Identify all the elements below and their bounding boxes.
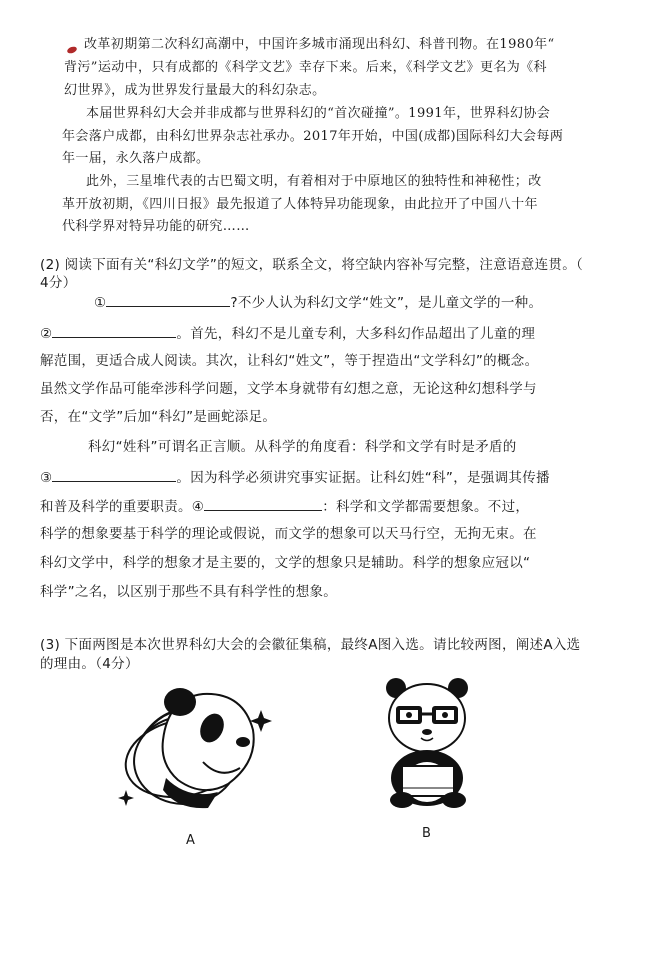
blank-4[interactable] bbox=[204, 496, 322, 511]
q2-line10: 科幻文学中，科学的想象才是主要的，文学的想象只是辅助。科学的想象应冠以“ bbox=[40, 555, 531, 571]
q2-line6: 科幻“姓科”可谓名正言顺。从科学的角度看：科学和文学有时是矛盾的 bbox=[88, 439, 517, 455]
blank-3-number: ③ bbox=[40, 470, 53, 486]
passage-p1-line3: 幻世界》，成为世界发行量最大的科幻杂志。 bbox=[64, 83, 326, 98]
blank-3[interactable] bbox=[52, 467, 176, 482]
blank-1[interactable] bbox=[106, 292, 230, 307]
q2-stem-line2: 4分） bbox=[40, 275, 77, 291]
q3-stem-line1: (3) 下面两图是本次世界科幻大会的会徽征集稿，最终A图入选。请比较两图，阐述A入选 bbox=[40, 637, 581, 653]
passage-p2-line3: 年一届，永久落户成都。 bbox=[62, 151, 210, 166]
q2-line7-text: 。因为科学必须讲究事实证据。让科幻姓“科”，是强调其传播 bbox=[176, 470, 550, 486]
blank-1-number: ① bbox=[94, 295, 107, 311]
passage-p2-line1: 本届世界科幻大会并非成都与世界科幻的“首次碰撞”。1991年，世界科幻协会 bbox=[86, 106, 551, 121]
passage-p3-line3: 代科学界对特异功能的研究…… bbox=[62, 219, 250, 234]
q2-line8 bbox=[40, 496, 529, 516]
blank-2-number: ② bbox=[40, 326, 53, 342]
passage-p1-line2: 背污”运动中，只有成都的《科学文艺》幸存下来。后来，《科学文艺》更名为《科 bbox=[64, 60, 547, 75]
figure-b-label: B bbox=[422, 826, 431, 841]
q2-line7 bbox=[40, 467, 550, 487]
q2-line8-before: 和普及科学的重要职责。④ bbox=[40, 499, 205, 515]
q2-line2 bbox=[40, 323, 535, 343]
passage-p3-line2: 革开放初期，《四川日报》最先报道了人体特异功能现象，由此拉开了中国八十年 bbox=[62, 197, 538, 212]
figure-b-panda-laptop bbox=[378, 674, 478, 812]
figure-a-panda-emblem bbox=[108, 680, 278, 820]
passage-p1-line1: 改革初期第二次科幻高潮中，中国许多城市涌现出科幻、科普刊物。在1980年“ bbox=[84, 37, 555, 52]
q2-line11: 科学”之名，以区别于那些不具有科学性的想象。 bbox=[40, 584, 338, 600]
q2-line1 bbox=[94, 292, 542, 312]
q2-line9: 科学的想象要基于科学的理论或假说，而文学的想象可以天马行空，无拘无束。在 bbox=[40, 526, 537, 542]
q2-line1-text: ?不少人认为科幻文学“姓文”，是儿童文学的一种。 bbox=[230, 295, 543, 311]
q2-line8-text: ：科学和文学都需要想象。不过， bbox=[322, 499, 530, 515]
figure-a-label: A bbox=[186, 833, 195, 848]
q2-line3: 解范围，更适合成人阅读。其次，让科幻“姓文”，等于捏造出“文学科幻”的概念。 bbox=[40, 353, 539, 369]
red-bullet-icon bbox=[66, 40, 78, 59]
q3-stem-line2: 的理由。（4分） bbox=[40, 656, 139, 672]
blank-2[interactable] bbox=[52, 323, 176, 338]
q2-stem-line1: (2) 阅读下面有关“科幻文学”的短文，联系全文，将空缺内容补写完整，注意语意连贯。（ bbox=[40, 257, 584, 273]
q2-line5: 否，在“文学”后加“科幻”是画蛇添足。 bbox=[40, 409, 277, 425]
q2-line2-text: 。首先，科幻不是儿童专利，大多科幻作品超出了儿童的理 bbox=[176, 326, 536, 342]
q2-line4: 虽然文学作品可能牵涉科学问题，文学本身就带有幻想之意，无论这种幻想科学与 bbox=[40, 381, 537, 397]
passage-p2-line2: 年会落户成都，由科幻世界杂志社承办。2017年开始，中国(成都)国际科幻大会每两 bbox=[62, 129, 564, 144]
passage-p3-line1: 此外，三星堆代表的古巴蜀文明，有着相对于中原地区的独特性和神秘性；改 bbox=[86, 174, 542, 189]
